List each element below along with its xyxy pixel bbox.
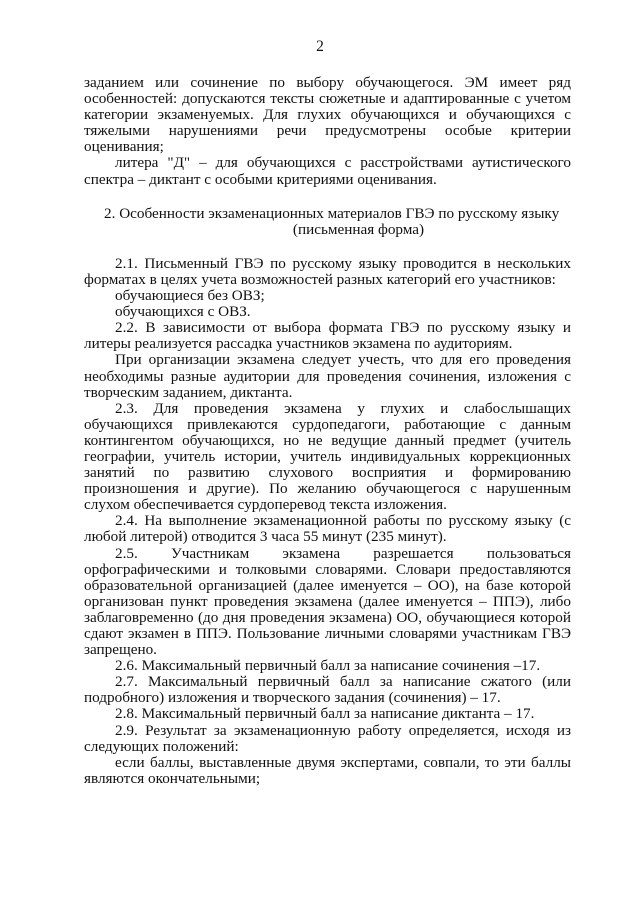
section-heading (84, 206, 571, 238)
paragraph-2-2-continued: При организации экзамена следует учесть, что для его проведения необходимы разные аудитории для проведения сочинения, изложения с творческим заданием, диктанта. (84, 351, 571, 401)
paragraph-2-2: 2.2. В зависимости от выбора формата ГВЭ по русскому языку и литеры реализуется рассадка участников экзамена по аудиториям. (84, 319, 571, 353)
section-heading-title: 2. Особенности экзаменационных материалов ГВЭ по русскому языку (104, 204, 560, 222)
paragraph-exam-materials-continued: заданием или сочинение по выбору обучающегося. ЭМ имеет ряд особенностей: допускаются тексты сюжетные и адаптированные с учетом категории экзаменуемых. Для глухих обучающихся и обучающихся с тяжелыми нарушениями речи предусмотрены особые критерии оценивания; (84, 74, 571, 156)
list-item-without-ovz: обучающиеся без ОВЗ; (115, 287, 265, 305)
paragraph-2-4: 2.4. На выполнение экзаменационной работы по русскому языку (с любой литерой) отводится 3 часа 55 минут (235 минут). (84, 512, 571, 546)
paragraph-2-1: 2.1. Письменный ГВЭ по русскому языку проводится в нескольких форматах в целях учета возможностей разных категорий его участников: (84, 254, 571, 288)
paragraph-litera-d: литера "Д" – для обучающихся с расстройствами аутистического спектра – диктант с особыми критериями оценивания. (84, 154, 571, 188)
document-body (84, 75, 571, 787)
page-number: 2 (316, 38, 324, 55)
paragraph-2-8: 2.8. Максимальный первичный балл за написание диктанта – 17. (115, 705, 535, 723)
paragraph-2-3: 2.3. Для проведения экзамена у глухих и слабослышащих обучающихся привлекаются сурдопедагоги, работающие с данным контингентом обучающихся, но не ведущие данный предмет (учитель географии, учитель истории, учитель индивидуальных коррекционных занятий по развитию слухового восприятия и формированию произношения и другие). По желанию обучающегося с нарушенным слухом обеспечивается сурдоперевод текста изложения. (84, 399, 571, 514)
section-heading-subtitle: (письменная форма) (292, 220, 425, 238)
paragraph-2-9: 2.9. Результат за экзаменационную работу определяется, исходя из следующих положений: (84, 721, 571, 755)
paragraph-2-9-condition: если баллы, выставленные двумя экспертами, совпали, то эти баллы являются окончательными; (84, 753, 571, 787)
paragraph-2-5: 2.5. Участникам экзамена разрешается пользоваться орфографическими и толковыми словарями. Словари предоставляются образовательной организацией (далее именуется – ОО), на базе которой организован пункт проведения экзамена (далее именуется – ППЭ), либо заблаговременно (до дня проведения экзамена) ОО, обучающиеся которой сдают экзамен в ППЭ. Пользование личными словарями участникам ГВЭ запрещено. (84, 544, 571, 659)
paragraph-2-6: 2.6. Максимальный первичный балл за написание сочинения –17. (115, 657, 541, 675)
paragraph-2-7: 2.7. Максимальный первичный балл за написание сжатого (или подробного) изложения и творческого задания (сочинения) – 17. (84, 673, 571, 707)
list-item-with-ovz: обучающихся с ОВЗ. (115, 303, 251, 321)
